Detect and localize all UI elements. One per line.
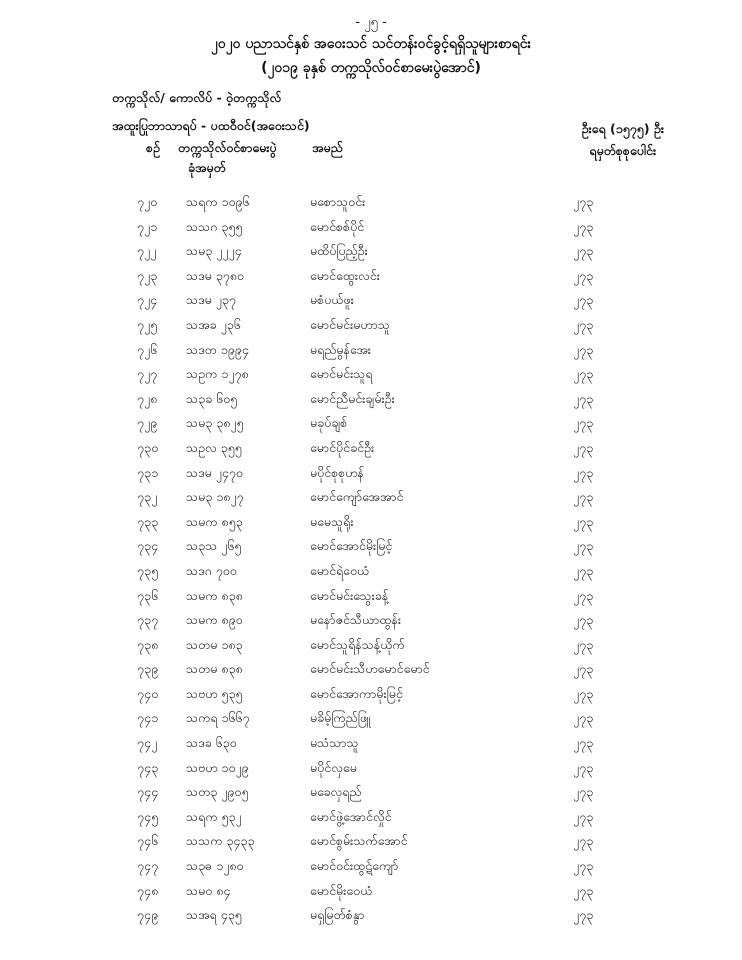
- reg-number: သတမ ၁၈၃: [186, 636, 243, 652]
- reg-number: သဥလ ၃၅၅: [186, 439, 242, 455]
- column-header-reg-sub: ခုံအမှတ်: [188, 160, 226, 175]
- table-row: [0, 809, 742, 834]
- table-row: [0, 661, 742, 686]
- student-name: မောင်စစ်ပိုင်: [310, 218, 365, 234]
- row-number: ၇၂၆: [137, 341, 158, 357]
- total-score: ၂၇၃: [573, 587, 594, 603]
- row-number: ၇၄၀: [137, 685, 159, 701]
- reg-number: သဗဟ ၁၀၂၉: [186, 759, 249, 775]
- table-row: [0, 760, 742, 785]
- row-number: ၇၃၃: [137, 513, 159, 529]
- table-row: [0, 883, 742, 908]
- reg-number: သ၃ခ ၆၀၅: [186, 390, 238, 406]
- reg-number: သအခ ၂၃၆: [186, 316, 241, 332]
- student-name: မထိပ်ပြည့်ဦး: [310, 243, 368, 259]
- row-number: ၇၂၅: [137, 316, 158, 332]
- student-name: မောင်အောကာမိုးမြင့်: [310, 685, 403, 701]
- reg-number: သမ၃ ၂၂၂၄: [186, 243, 242, 259]
- reg-number: သဗဟ ၅၃၅: [186, 685, 243, 701]
- reg-number: သ၃သ ၂၆၅: [186, 538, 242, 554]
- reg-number: သသက ၃၄၃၃: [186, 833, 255, 849]
- total-score: ၂၇၃: [573, 366, 594, 382]
- table-row: [0, 784, 742, 809]
- total-score: ၂၇၃: [573, 661, 594, 677]
- total-score: ၂၇၃: [573, 489, 594, 505]
- student-name: မောင်မင်းမဟာသူ: [310, 316, 390, 332]
- student-name: မပိုင်စုစုဟန်: [310, 464, 364, 480]
- student-name: မောင်စွမ်းသက်အောင်: [310, 833, 408, 849]
- student-name: မောင်ဖွဲ့အောင်လှိုင်: [310, 808, 392, 824]
- row-number: ၇၃၁: [137, 464, 159, 480]
- table-row: [0, 710, 742, 735]
- reg-number: သဒခ ၆၃၀: [186, 735, 237, 751]
- student-name: မောင်ထွေးလင်း: [310, 267, 380, 283]
- row-number: ၇၃၄: [137, 538, 159, 554]
- row-number: ၇၄၂: [137, 735, 158, 751]
- reg-number: သဒတ ၁၉၉၄: [186, 341, 249, 357]
- student-name: မမေသူရိုး: [310, 513, 354, 529]
- total-score: ၂၇၃: [573, 341, 594, 357]
- total-score: ၂၇၃: [573, 513, 594, 529]
- student-name: မစံပယ်ဖူး: [310, 292, 354, 308]
- row-number: ၇၂၉: [137, 415, 158, 431]
- row-number: ၇၂၈: [137, 390, 158, 406]
- document-subtitle: (၂၀၁၉ ခုနှစ် တက္ကသိုလ်ဝင်စာမေးပွဲအောင်): [261, 60, 481, 76]
- student-name: မောင်မင်းသွေးခန့်: [310, 587, 389, 603]
- total-score: ၂၇၃: [573, 735, 594, 751]
- page-number: - ၂၅ -: [355, 15, 387, 30]
- document-title: ၂၀၂၀ ပညာသင်နှစ် အဝေးသင် သင်တန်းဝင်ခွင့်ရရှိသူများစာရင်း: [210, 36, 532, 52]
- student-name: မောင်ညီမင်းချမ်းဦး: [310, 390, 395, 406]
- total-score: ၂၇၃: [573, 882, 594, 898]
- row-number: ၇၄၆: [137, 833, 159, 849]
- row-number: ၇၃၂: [137, 489, 158, 505]
- student-name: မောင်မိုးဝေယံ: [310, 882, 373, 898]
- reg-number: သမက ၈၃၈: [186, 587, 243, 603]
- total-score: ၂၇၃: [573, 243, 594, 259]
- total-score: ၂၇၃: [573, 267, 594, 283]
- reg-number: သတ၃ ၂၉၀၅: [186, 784, 249, 800]
- column-header-reg: တက္ကသိုလ်ဝင်စာမေးပွဲ: [178, 140, 277, 155]
- reg-number: သမ၃ ၁၈၂၇: [186, 489, 244, 505]
- table-row: [0, 440, 742, 465]
- table-row: [0, 366, 742, 391]
- table-row: [0, 612, 742, 637]
- table-row: [0, 907, 742, 932]
- student-name: မစောသူဝင်း: [310, 194, 366, 209]
- student-name: မောင်ရဲဝေယံ: [310, 562, 370, 578]
- table-row: [0, 268, 742, 293]
- reg-number: သဥက ၁၂၇၈: [186, 366, 249, 382]
- total-score: ၂၇၃: [573, 808, 594, 824]
- student-name: မပိုင်လှမေ: [310, 759, 357, 775]
- column-header-name: အမည်: [312, 140, 343, 155]
- right-header: [582, 118, 664, 162]
- total-score: ၂၇၃: [573, 562, 594, 578]
- student-name: မနော်ဇင်သီယာထွန်း: [310, 612, 401, 628]
- reg-number: သမက ၈၉၀: [186, 612, 243, 628]
- total-score: ၂၇၃: [573, 218, 594, 234]
- student-name: မရှမြတ်စံနွာ: [310, 907, 365, 923]
- table-row: [0, 833, 742, 858]
- reg-number: သရက ၅၃၂: [186, 808, 242, 824]
- student-name: မရည်မွန်အေး: [310, 341, 371, 357]
- total-score: ၂၇၃: [573, 710, 594, 726]
- reg-number: သဒမ ၂၄၇၀: [186, 464, 243, 480]
- row-number: ၇၂၀: [137, 194, 158, 209]
- total-score: ၂၇၃: [573, 390, 594, 406]
- total-score: ၂၇၃: [573, 612, 594, 628]
- table-row: [0, 391, 742, 416]
- reg-number: သရက ၁၀၉၆: [186, 194, 250, 209]
- student-name: မခိမ့်ကြည်ဖြူ: [310, 710, 371, 726]
- table-row: [0, 563, 742, 588]
- row-number: ၇၃၇: [137, 612, 159, 628]
- reg-number: သမက ၈၅၃: [186, 513, 243, 529]
- reg-number: သဒမ ၂၃၇: [186, 292, 236, 308]
- table-row: [0, 514, 742, 539]
- row-number: ၇၂၄: [137, 292, 158, 308]
- reg-number: သတမ ၈၃၈: [186, 661, 243, 677]
- table-row: [0, 735, 742, 760]
- student-name: မောင်မင်းသီဟမောင်မောင်: [310, 661, 430, 677]
- results-list: [0, 194, 742, 932]
- table-row: [0, 342, 742, 367]
- student-name: မောင်ဝင်းထွဋ်ကျော်: [310, 858, 399, 874]
- total-score: ၂၇၃: [573, 316, 594, 332]
- row-number: ၇၂၇: [137, 366, 158, 382]
- total-score: ၂၇၃: [573, 194, 594, 209]
- total-score: ၂၇၃: [573, 415, 594, 431]
- total-score: ၂၇၃: [573, 464, 594, 480]
- student-name: မခုပ်ချစ်: [310, 415, 348, 431]
- total-score-header: ရမှတ်စုစုပေါင်း: [589, 143, 657, 158]
- table-row: [0, 292, 742, 317]
- reg-number: သဒဂ ၇၀၀: [186, 562, 237, 578]
- reg-number: သသဂ ၃၅၅: [186, 218, 243, 234]
- reg-number: သအရ ၄၃၅: [186, 907, 242, 923]
- row-number: ၇၃၆: [137, 587, 159, 603]
- total-score: ၂၇၃: [573, 907, 594, 923]
- table-row: [0, 317, 742, 342]
- total-score: ၂၇၃: [573, 833, 594, 849]
- row-number: ၇၃၉: [137, 661, 159, 677]
- row-number: ၇၃၀: [137, 439, 159, 455]
- row-number: ၇၄၄: [137, 784, 159, 800]
- total-score: ၂၇၃: [573, 784, 594, 800]
- table-row: [0, 489, 742, 514]
- row-number: ၇၄၇: [137, 858, 159, 874]
- table-row: [0, 637, 742, 662]
- table-row: [0, 415, 742, 440]
- row-number: ၇၃၅: [137, 562, 159, 578]
- student-name: မောင်သူရိန်သန့်ယိုက်: [310, 636, 405, 652]
- row-number: ၇၄၈: [137, 882, 159, 898]
- reg-number: သ၃ဓ ၁၂၈၀: [186, 858, 244, 874]
- row-number: ၇၂၃: [137, 267, 158, 283]
- total-score: ၂၇၃: [573, 538, 594, 554]
- student-name: မောင်အောင်မိုးမြင့်: [310, 538, 393, 554]
- student-name: မောင်ကျော်အေအာင်: [310, 489, 404, 505]
- reg-number: သကရ ၁၆၆၇: [186, 710, 250, 726]
- table-row: [0, 538, 742, 563]
- major-subject-label: အထူးပြုဘာသာရပ် - ပထဝီဝင်(အဝေးသင်): [112, 118, 310, 133]
- row-number: ၇၄၉: [137, 907, 159, 923]
- table-row: [0, 858, 742, 883]
- column-header-no: စဉ်: [146, 140, 160, 155]
- total-score: ၂၇၃: [573, 759, 594, 775]
- table-row: [0, 243, 742, 268]
- row-number: ၇၄၅: [137, 808, 159, 824]
- total-score: ၂၇၃: [573, 439, 594, 455]
- row-number: ၇၂၂: [137, 243, 157, 259]
- row-number: ၇၃၈: [137, 636, 159, 652]
- table-row: [0, 465, 742, 490]
- student-name: မခေလှရည်: [310, 784, 362, 800]
- table-row: [0, 588, 742, 613]
- student-name: မောင်ပိုင်ခင်ဦး: [310, 439, 375, 455]
- table-row: [0, 219, 742, 244]
- row-number: ၇၄၁: [137, 710, 159, 726]
- student-name: မောင်မင်းသူရ: [310, 366, 373, 382]
- total-score: ၂၇၃: [573, 636, 594, 652]
- total-count-label: ဦးရေ (၁၅၇၅) ဦး: [581, 121, 664, 136]
- total-score: ၂၇၃: [573, 292, 594, 308]
- table-row: [0, 686, 742, 711]
- university-label: တက္ကသိုလ်/ ကောလိပ် - ဝဲ့တက္ကသိုလ်: [112, 90, 282, 105]
- reg-number: သမဝ ၈၄: [186, 882, 231, 898]
- total-score: ၂၇၃: [573, 858, 594, 874]
- student-name: မသံသာသူ: [310, 735, 359, 751]
- table-row: [0, 194, 742, 219]
- reg-number: သဒမ ၃၇၈၀: [186, 267, 244, 283]
- row-number: ၇၄၃: [137, 759, 159, 775]
- reg-number: သမ၃ ၃၈၂၅: [186, 415, 244, 431]
- row-number: ၇၂၁: [137, 218, 158, 234]
- total-score: ၂၇၃: [573, 685, 594, 701]
